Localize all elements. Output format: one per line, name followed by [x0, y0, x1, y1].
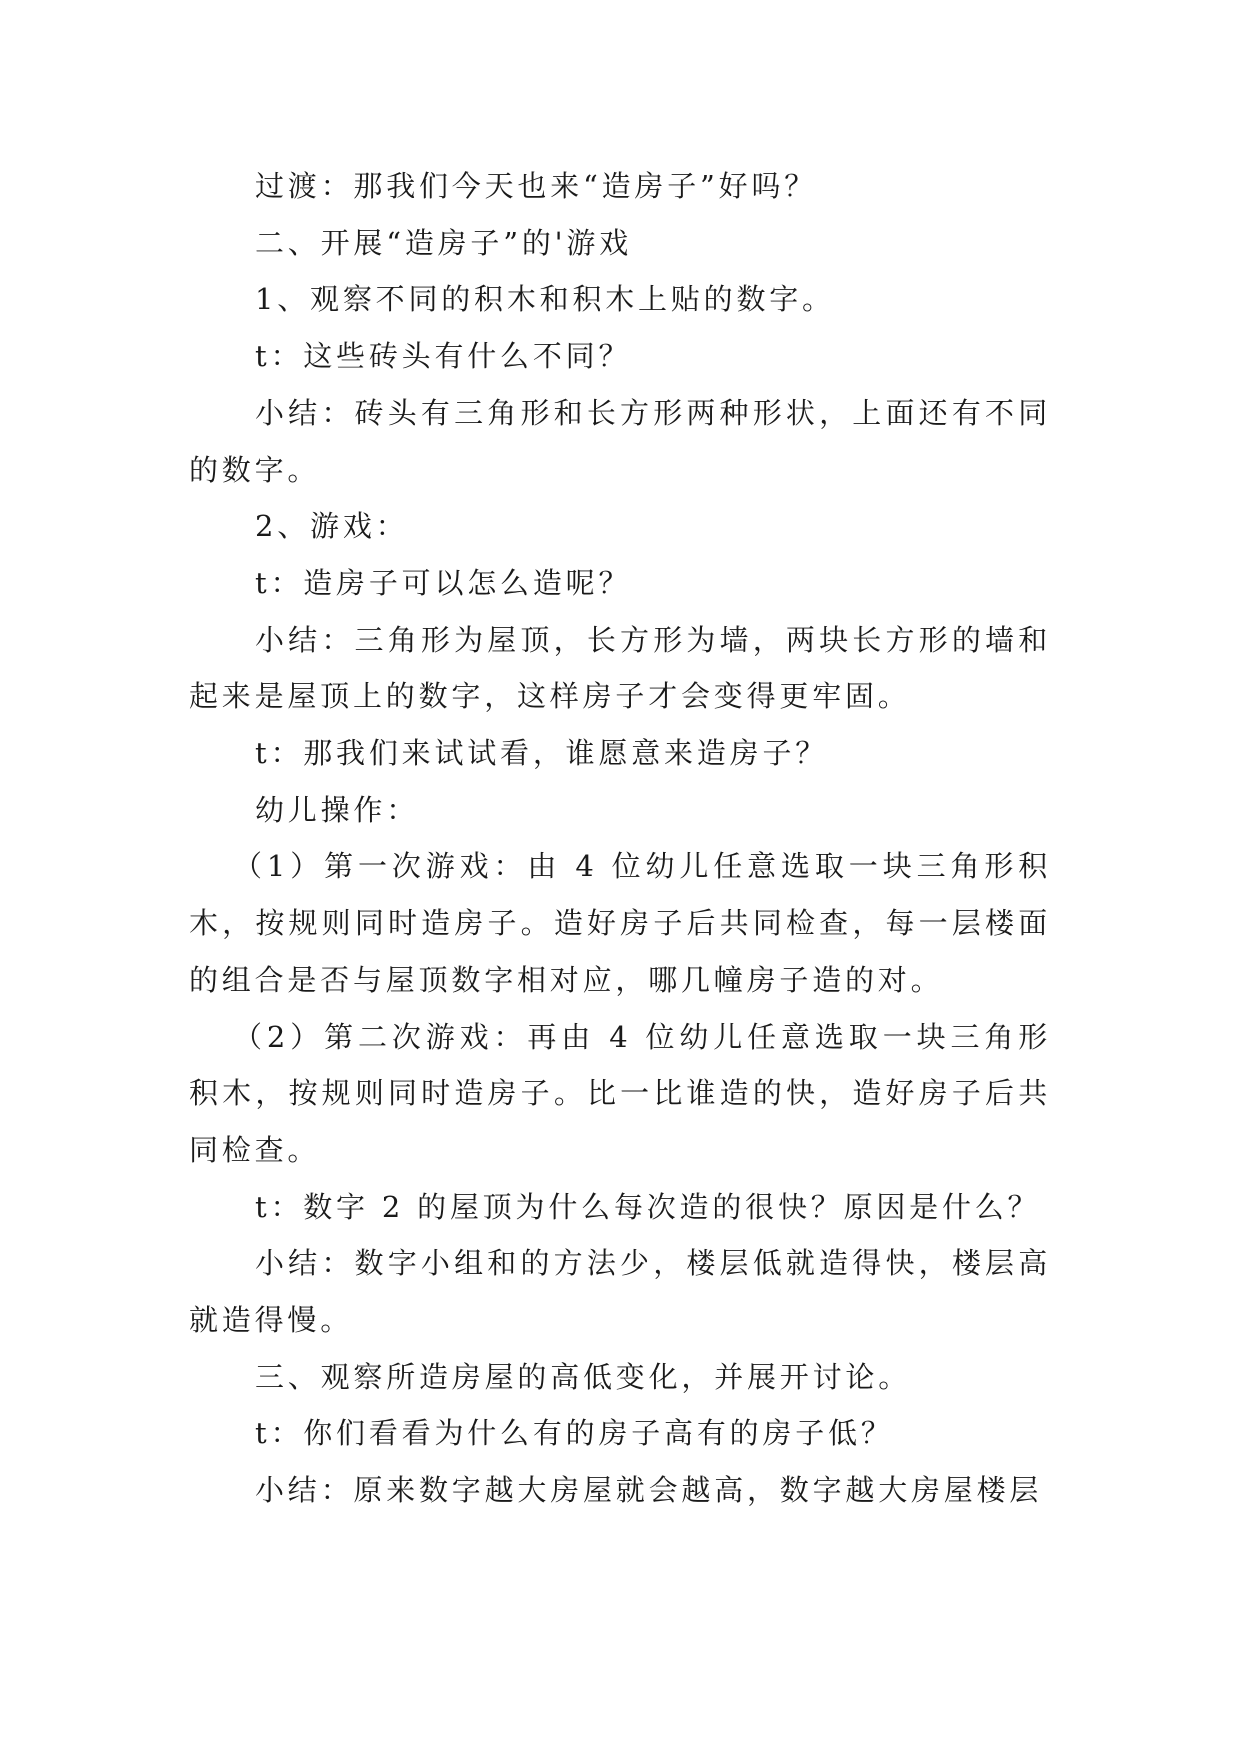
paragraph-summary-speed: 小结：数字小组和的方法少，楼层低就造得快，楼层高就造得慢。: [189, 1246, 1051, 1338]
paragraph-teacher-question-height: t：你们看看为什么有的房子高有的房子低？: [255, 1416, 894, 1451]
paragraph-teacher-question-build: t：造房子可以怎么造呢？: [255, 565, 632, 600]
paragraph-section-two-heading: 二、开展“造房子”的'游戏: [255, 225, 633, 260]
paragraph-second-game: （2）第二次游戏：再由 4 位幼儿任意选取一块三角形积木，按规则同时造房子。比一比谁造的快，造好房子后共同检查。: [189, 1019, 1051, 1167]
paragraph-step-one: 1、观察不同的积木和积木上贴的数字。: [255, 282, 835, 317]
paragraph-first-game: （1）第一次游戏：由 4 位幼儿任意选取一块三角形积木，按规则同时造房子。造好房子后共同检查，每一层楼面的组合是否与屋顶数字相对应，哪几幢房子造的对。: [189, 849, 1051, 997]
paragraph-teacher-question-number-two: t：数字 2 的屋顶为什么每次造的很快？原因是什么？: [255, 1189, 1041, 1224]
paragraph-transition: 过渡：那我们今天也来“造房子”好吗？: [255, 169, 818, 203]
paragraph-section-three-heading: 三、观察所造房屋的高低变化，并展开讨论。: [255, 1359, 912, 1394]
paragraph-teacher-invite: t：那我们来试试看，谁愿意来造房子？: [255, 736, 829, 771]
paragraph-summary-bricks: 小结：砖头有三角形和长方形两种形状，上面还有不同的数字。: [189, 395, 1051, 487]
paragraph-summary-roof-wall: 小结：三角形为屋顶，长方形为墙，两块长方形的墙和起来是屋顶上的数字，这样房子才会变得更牢固。: [189, 622, 1051, 714]
paragraph-teacher-question-bricks: t：这些砖头有什么不同？: [255, 339, 632, 374]
paragraph-step-two-game: 2、游戏：: [255, 509, 409, 544]
paragraph-child-operation: 幼儿操作：: [255, 792, 420, 827]
document-body: [189, 158, 1051, 1519]
paragraph-summary-height: 小结：原来数字越大房屋就会越高，数字越大房屋楼层: [255, 1473, 1043, 1508]
